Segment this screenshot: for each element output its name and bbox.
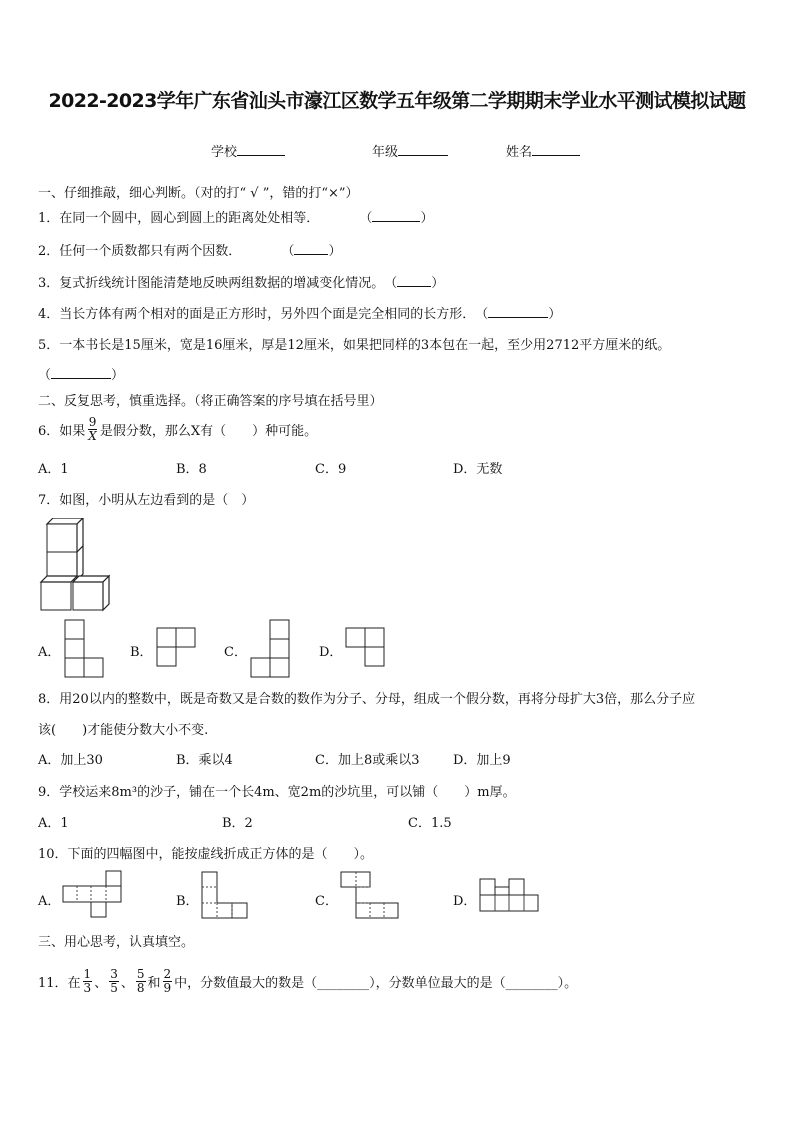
q11-fraction-2-den: 5: [110, 980, 118, 995]
q8-option-c[interactable]: C．加上8或乘以3: [315, 753, 420, 768]
q10-option-b-net[interactable]: [201, 871, 249, 921]
q11-fraction-4-den: 9: [163, 980, 172, 995]
q11-fraction-1-den: 3: [83, 980, 92, 995]
name-field[interactable]: [506, 141, 580, 160]
grade-field[interactable]: [372, 141, 448, 160]
q11-sep-2: 、: [120, 975, 134, 991]
question-9: 9．学校运来8m³的沙子，铺在一个长4m、宽2m的沙坑里，可以铺（ ）m厚。: [38, 785, 516, 800]
question-11: [38, 963, 577, 999]
name-label: 姓名: [506, 145, 533, 160]
q7-option-d-label[interactable]: D．: [319, 645, 343, 660]
q3-text: 3．复式折线统计图能清楚地反映两组数据的增减变化情况。: [38, 276, 385, 291]
question-4: [38, 303, 561, 322]
q6-prefix: 6．如果: [38, 423, 86, 439]
q7-cube-figure: [38, 518, 110, 614]
question-2: [38, 240, 341, 259]
q7-option-c-figure[interactable]: [250, 619, 290, 679]
grade-label: 年级: [372, 145, 399, 160]
q11-fraction-4-num: 2: [163, 966, 172, 981]
question-10: 10．下面的四幅图中，能按虚线折成正方体的是（ ）。: [38, 847, 374, 862]
q7-option-a-figure[interactable]: [64, 619, 104, 679]
q11-fraction-3: [136, 968, 146, 995]
q11-fraction-2: [109, 968, 119, 995]
q4-text: 4．当长方体有两个相对的面是正方形时，另外四个面是完全相同的长方形．: [38, 307, 476, 322]
q8-option-b[interactable]: B．乘以4: [176, 753, 233, 768]
q11-fraction-3-num: 5: [136, 966, 145, 981]
q8-option-a[interactable]: A．加上30: [38, 753, 103, 768]
q6-fraction: [87, 416, 98, 443]
q1-text: 1．在同一个圆中，圆心到圆上的距离处处相等．: [38, 211, 320, 226]
question-3: [38, 272, 444, 291]
q10-option-c-label[interactable]: C．: [315, 894, 338, 909]
q1-answer[interactable]: （ ）: [359, 211, 434, 226]
q10-option-a-net[interactable]: [62, 870, 124, 920]
q6-denominator: X: [88, 428, 97, 443]
q6-option-b[interactable]: B．8: [176, 462, 207, 477]
q6-option-d[interactable]: D．无数: [453, 462, 503, 477]
q10-option-b-label[interactable]: B．: [176, 894, 199, 909]
q6-suffix: 是假分数，那么X有（ ）种可能。: [99, 423, 318, 439]
q7-option-c-label[interactable]: C．: [224, 645, 247, 660]
q2-answer[interactable]: （ ）: [281, 244, 342, 259]
question-6: [38, 412, 317, 446]
q11-fraction-2-num: 3: [110, 966, 118, 981]
q6-numerator: 9: [88, 414, 97, 429]
question-7: 7．如图，小明从左边看到的是（ ）: [38, 493, 255, 508]
q2-text: 2．任何一个质数都只有两个因数．: [38, 244, 242, 259]
section3-heading: 三、用心思考，认真填空。: [38, 935, 195, 950]
q6-option-a[interactable]: A．1: [38, 462, 69, 477]
q11-rest: 中，分数值最大的数是（________），分数单位最大的是（________）。: [174, 975, 578, 991]
school-blank[interactable]: [237, 143, 285, 156]
section2-heading: 二、反复思考，慎重选择。（将正确答案的序号填在括号里）: [38, 394, 383, 409]
question-8-line1: 8．用20以内的整数中，既是奇数又是合数的数作为分子、分母，组成一个假分数，再将分母扩大3倍，那么分子应: [38, 692, 696, 707]
q10-option-d-net[interactable]: [479, 878, 541, 914]
q7-option-b-label[interactable]: B．: [130, 645, 153, 660]
q5-answer[interactable]: （ ）: [38, 368, 125, 383]
name-blank[interactable]: [532, 143, 580, 156]
q9-option-a[interactable]: A．1: [38, 816, 69, 831]
q8-option-d[interactable]: D．加上9: [453, 753, 511, 768]
q3-answer[interactable]: （ ）: [384, 276, 445, 291]
q11-fraction-1-num: 1: [83, 966, 92, 981]
q6-option-c[interactable]: C．9: [315, 462, 347, 477]
q11-sep-3: 和: [147, 975, 161, 991]
q11-fraction-4: [163, 968, 173, 995]
school-field[interactable]: [211, 141, 285, 160]
question-1: [38, 207, 433, 226]
q10-option-c-net[interactable]: [340, 871, 400, 921]
section1-heading: 一、仔细推敲，细心判断。（对的打“ √ ”，错的打“×”）: [38, 186, 359, 201]
q11-sep-1: 、: [94, 975, 108, 991]
q7-option-d-figure[interactable]: [345, 627, 387, 669]
school-label: 学校: [211, 145, 238, 160]
grade-blank[interactable]: [398, 143, 448, 156]
q7-option-b-figure[interactable]: [156, 627, 198, 669]
question-5: 5．一本书长是15厘米，宽是16厘米，厚是12厘米，如果把同样的3本包在一起，至少用2712平方厘米的纸。: [38, 338, 671, 353]
question-8-line2: 该( )才能使分数大小不变.: [38, 723, 209, 738]
q7-option-a-label[interactable]: A．: [38, 645, 61, 660]
q9-option-b[interactable]: B．2: [222, 816, 253, 831]
q10-option-a-label[interactable]: A．: [38, 894, 61, 909]
page-title: 2022-2023学年广东省汕头市濠江区数学五年级第二学期期末学业水平测试模拟试题: [48, 90, 746, 112]
q4-answer[interactable]: （ ）: [475, 307, 562, 322]
q11-prefix: 11．在: [38, 975, 81, 991]
q9-option-c[interactable]: C．1.5: [408, 816, 452, 831]
q11-fraction-1: [83, 968, 93, 995]
q10-option-d-label[interactable]: D．: [453, 894, 477, 909]
q11-fraction-3-den: 8: [136, 980, 145, 995]
